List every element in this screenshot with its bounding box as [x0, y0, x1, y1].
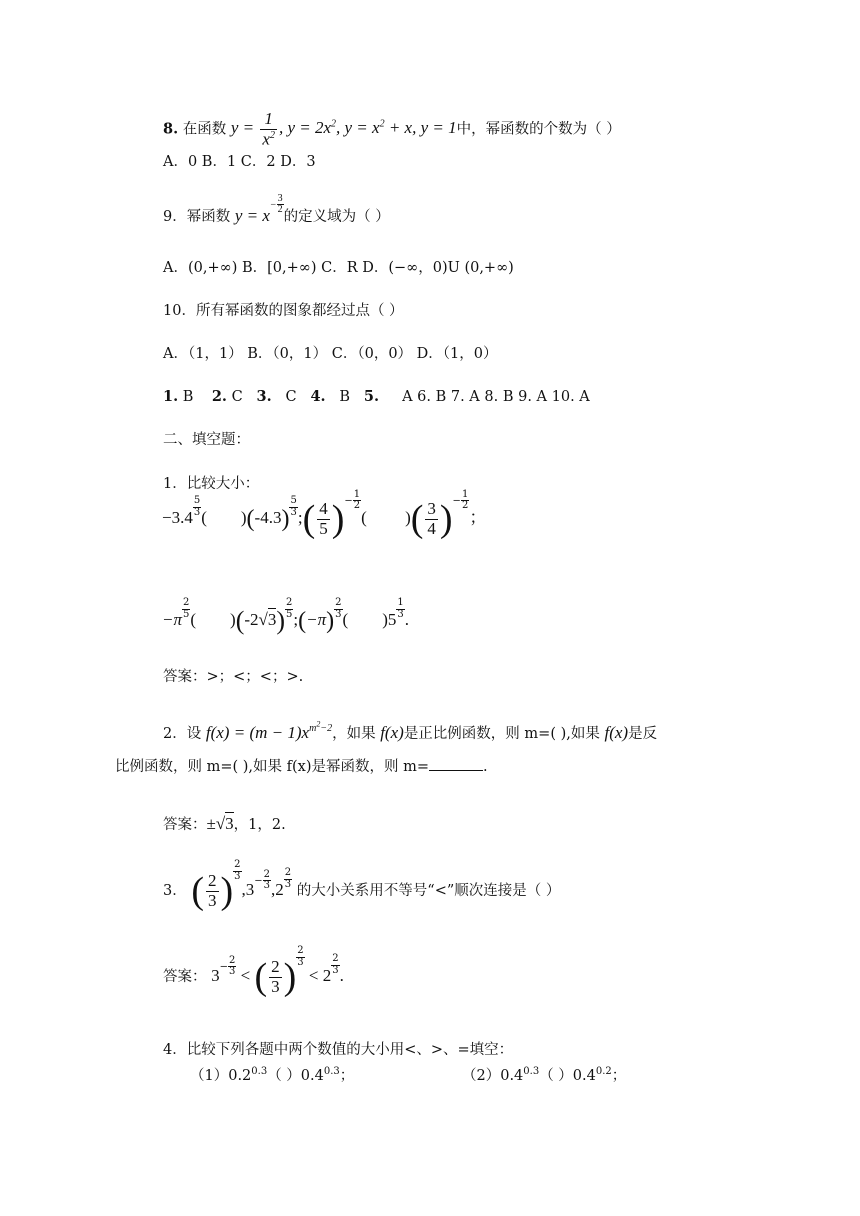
answer-val-rest: A 6. B 7. A 8. B 9. A 10. A: [402, 389, 590, 405]
fill2-text-e: 比例函数，则 m=( ),如果 f(x)是幂函数，则 m=: [115, 759, 430, 775]
fill4-p2-c: ；: [611, 1067, 627, 1084]
fill4-p2-exp2: 0.2: [595, 1066, 612, 1077]
answer-num-2: 2.: [211, 388, 227, 405]
fill2-answer: [163, 812, 286, 834]
fill4-part1: [190, 1066, 354, 1085]
answer-num-1: 1.: [163, 388, 179, 405]
fill4-stem: 4．比较下列各题中两个数值的大小用<、>、=填空：: [163, 1042, 514, 1058]
fill4-p2-a: （2）0.4: [462, 1067, 524, 1084]
fill4-p1-exp2: 0.3: [323, 1066, 340, 1077]
fill4-p1-a: （1）0.2: [190, 1067, 252, 1084]
q8-formula: y = $\frac{1}{x^2}$ , $y = 2x^2$, $y = x^2 + x$, y = 1: [230, 109, 457, 149]
answers-row: [163, 388, 590, 406]
answer-num-5: 5.: [363, 388, 380, 405]
fill2-line2: 比例函数，则 m=( ),如果 f(x)是幂函数，则 m= .: [115, 759, 488, 775]
q9-text-post: 的定义域为（ ）: [283, 209, 390, 225]
answer-val-4: B: [339, 389, 351, 405]
fill2-answer-pre: 答案：: [163, 817, 207, 833]
fill2-text-d: 是反: [628, 725, 658, 742]
fill1-formula-row1: −3.4 $\frac{5}{3}$ ( )(-4.3) $\frac{5}{3}$ ;( $\frac{4}{5}$ )− $\frac{1}{2}$ ( )( $\frac{3}{4}$ )− $\frac{1}{2}$ ；: [162, 488, 487, 541]
answer-val-2: C: [231, 389, 243, 405]
fill2-text-a: 2．设: [163, 725, 202, 742]
q8-text-mid: 中，幂函数的个数为（ ）: [456, 121, 621, 138]
q9-stem: [163, 192, 390, 230]
fill3-stem: 3． ( $\frac{2}{3}$ ) $\frac{2}{3}$ ,3− $\frac{2}{3}$ ,2 $\frac{2}{3}$ 的大小关系用不等号“<”顺次连接是（ ）: [163, 859, 561, 913]
fill4-part2: [462, 1066, 626, 1085]
fill2-answer-post: ，1，2.: [233, 817, 286, 833]
fill4-p2-b: （ ）0.4: [539, 1067, 596, 1084]
fill1-answer: 答案：>；<；<；>.: [163, 669, 304, 685]
q9-text-pre: 9．幂函数: [163, 209, 231, 225]
fill2-text-c: 是正比例函数，则 m=( ),如果: [403, 725, 600, 742]
q10-options: A．（1，1） B．（0，1） C．（0，0） D．（1，0）: [163, 346, 498, 362]
q10-stem: 10．所有幂函数的图象都经过点（ ）: [163, 303, 404, 319]
fill2-line1: 2．设 $f(x) = (m - 1)x^{m^2-2}$，如果 f(x)是正比例函数，则 m=( ),如果 f(x)是反: [163, 720, 658, 742]
fill2-answer-sqrt: ±√3: [206, 814, 234, 833]
fill3-text: 的大小关系用不等号“<”顺次连接是（ ）: [296, 883, 561, 900]
q9-formula: y = x− $\frac{3}{2}$: [234, 192, 283, 225]
fill3-answer-pre: 答案：: [163, 969, 207, 986]
fill4-p1-c: ；: [339, 1067, 355, 1084]
fill4-p1-b: （ ）0.4: [267, 1067, 324, 1084]
q8-number: 8.: [163, 120, 179, 138]
answer-val-3: C: [285, 389, 297, 405]
fill3-answer: 答案： 3− $\frac{2}{3}$ < ( $\frac{2}{3}$ ) $\frac{2}{3}$ < 2 $\frac{2}{3}$ .: [163, 945, 344, 999]
answer-num-3: 3.: [256, 388, 272, 405]
fill2-text-b: ，如果: [332, 725, 376, 742]
q8-options: A．0 B．1 C．2 D．3: [163, 154, 316, 170]
section-title: 二、填空题：: [163, 432, 250, 448]
fill3-number: 3．: [163, 883, 187, 900]
answer-num-4: 4.: [310, 388, 326, 405]
answer-val-1: B: [182, 389, 194, 405]
q8-stem: [163, 110, 621, 149]
fill2-formula: $f(x) = (m - 1)x^{m^2-2}$: [205, 720, 333, 742]
fill1-formula-row2: −π $\frac{2}{5}$ ( )(-2√3) $\frac{2}{5}$ ;(−π) $\frac{2}{3}$ ( )5 $\frac{1}{3}$ .: [162, 597, 409, 635]
fill4-p2-exp1: 0.3: [523, 1066, 540, 1077]
fill4-p1-exp1: 0.3: [251, 1066, 268, 1077]
q8-text-pre: 在函数: [182, 121, 227, 138]
fill2-blank[interactable]: [429, 758, 483, 771]
fill1-stem: 1．比较大小：: [163, 476, 260, 492]
q9-options: A．(0,+∞) B．[0,+∞) C．R D．(−∞，0)U (0,+∞): [163, 260, 514, 276]
